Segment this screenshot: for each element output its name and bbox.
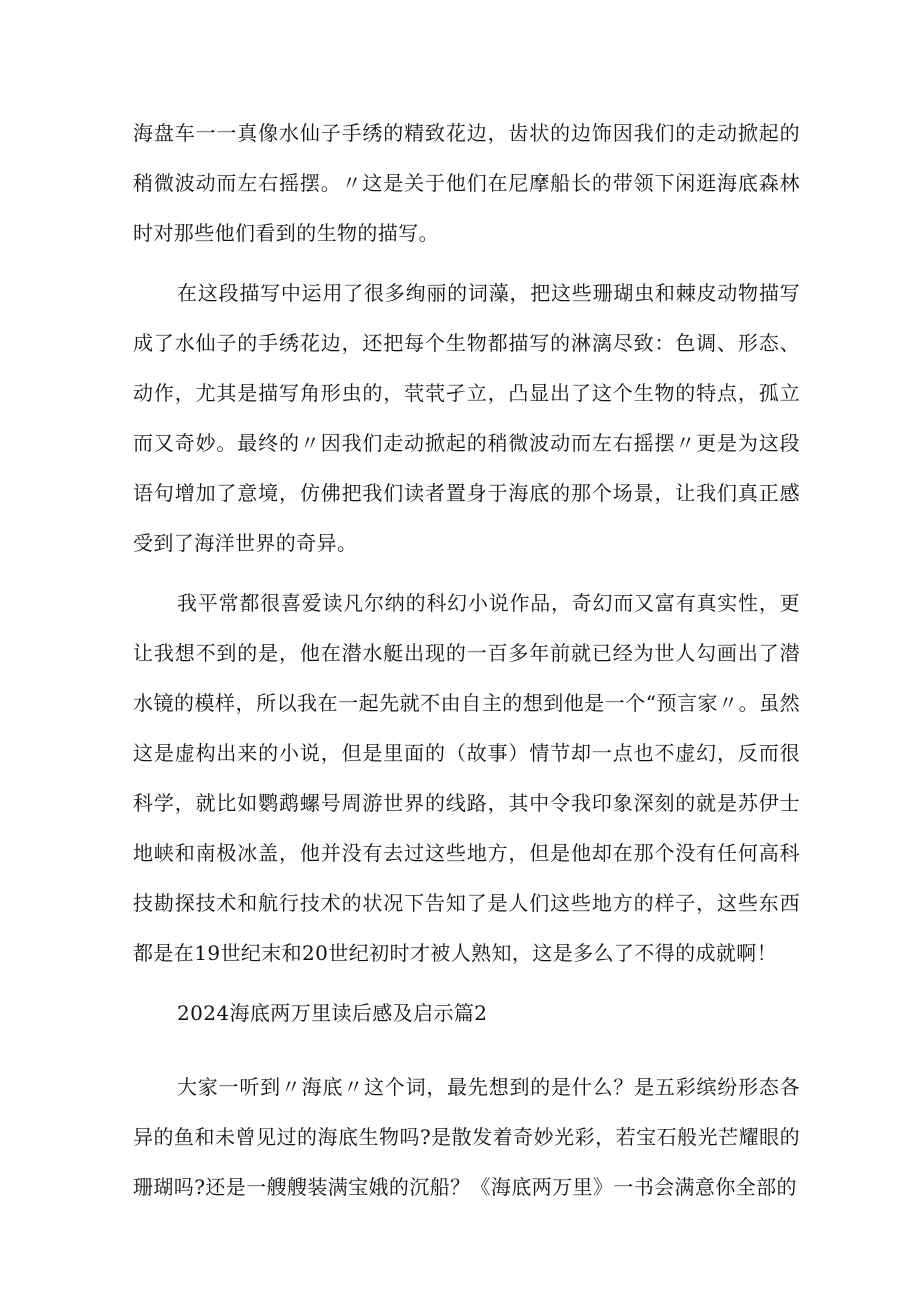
paragraph-2: 在这段描写中运用了很多绚丽的词藻，把这些珊瑚虫和棘皮动物描写成了水仙子的手绣花边，还把每个生物都描写的淋漓尽致：色调、形态、动作，尤其是描写角形虫的，茕茕孑立，凸显出了这个生物的特点，孤立而又奇妙。最终的〃因我们走动掀起的稍微波动而左右摇摆〃更是为这段语句增加了意境，仿佛把我们读者置身于海底的那个场景，让我们真正感受到了海洋世界的奇异。 <box>133 281 800 555</box>
paragraph-3: 我平常都很喜爱读凡尔纳的科幻小说作品，奇幻而又富有真实性，更让我想不到的是，他在潜水艇出现的一百多年前就已经为世人勾画出了潜水镜的模样，所以我在一起先就不由自主的想到他是一个“预言家〃。虽然这是虚构出来的小说，但是里面的（故事）情节却一点也不虚幻，反而很科学，就比如鹦鹉螺号周游世界的线路，其中令我印象深刻的就是苏伊士地峡和南极冰盖，他并没有去过这些地方，但是他却在那个没有任何高科技勘探技术和航行技术的状况下告知了是人们这些地方的样子，这些东西都是在19世纪末和20世纪初时才被人熟知，这是多么了不得的成就啊！ <box>133 591 800 965</box>
paragraph-1: 海盘车一一真像水仙子手绣的精致花边，齿状的边饰因我们的走动掀起的稍微波动而左右摇摆。〃这是关于他们在尼摩船长的带领下闲逛海底森林时对那些他们看到的生物的描写。 <box>133 121 800 245</box>
document-body <box>133 108 800 1212</box>
paragraph-4: 大家一听到〃海底〃这个词，最先想到的是什么？是五彩缤纷形态各异的鱼和未曾见过的海底生物吗?是散发着奇妙光彩，若宝石般光芒耀眼的珊瑚吗?还是一艘艘装满宝娥的沉船？《海底两万里》一书会满意你全部的 <box>133 1075 800 1199</box>
section-heading: 2024海底两万里读后感及启示篇2 <box>177 1001 488 1025</box>
